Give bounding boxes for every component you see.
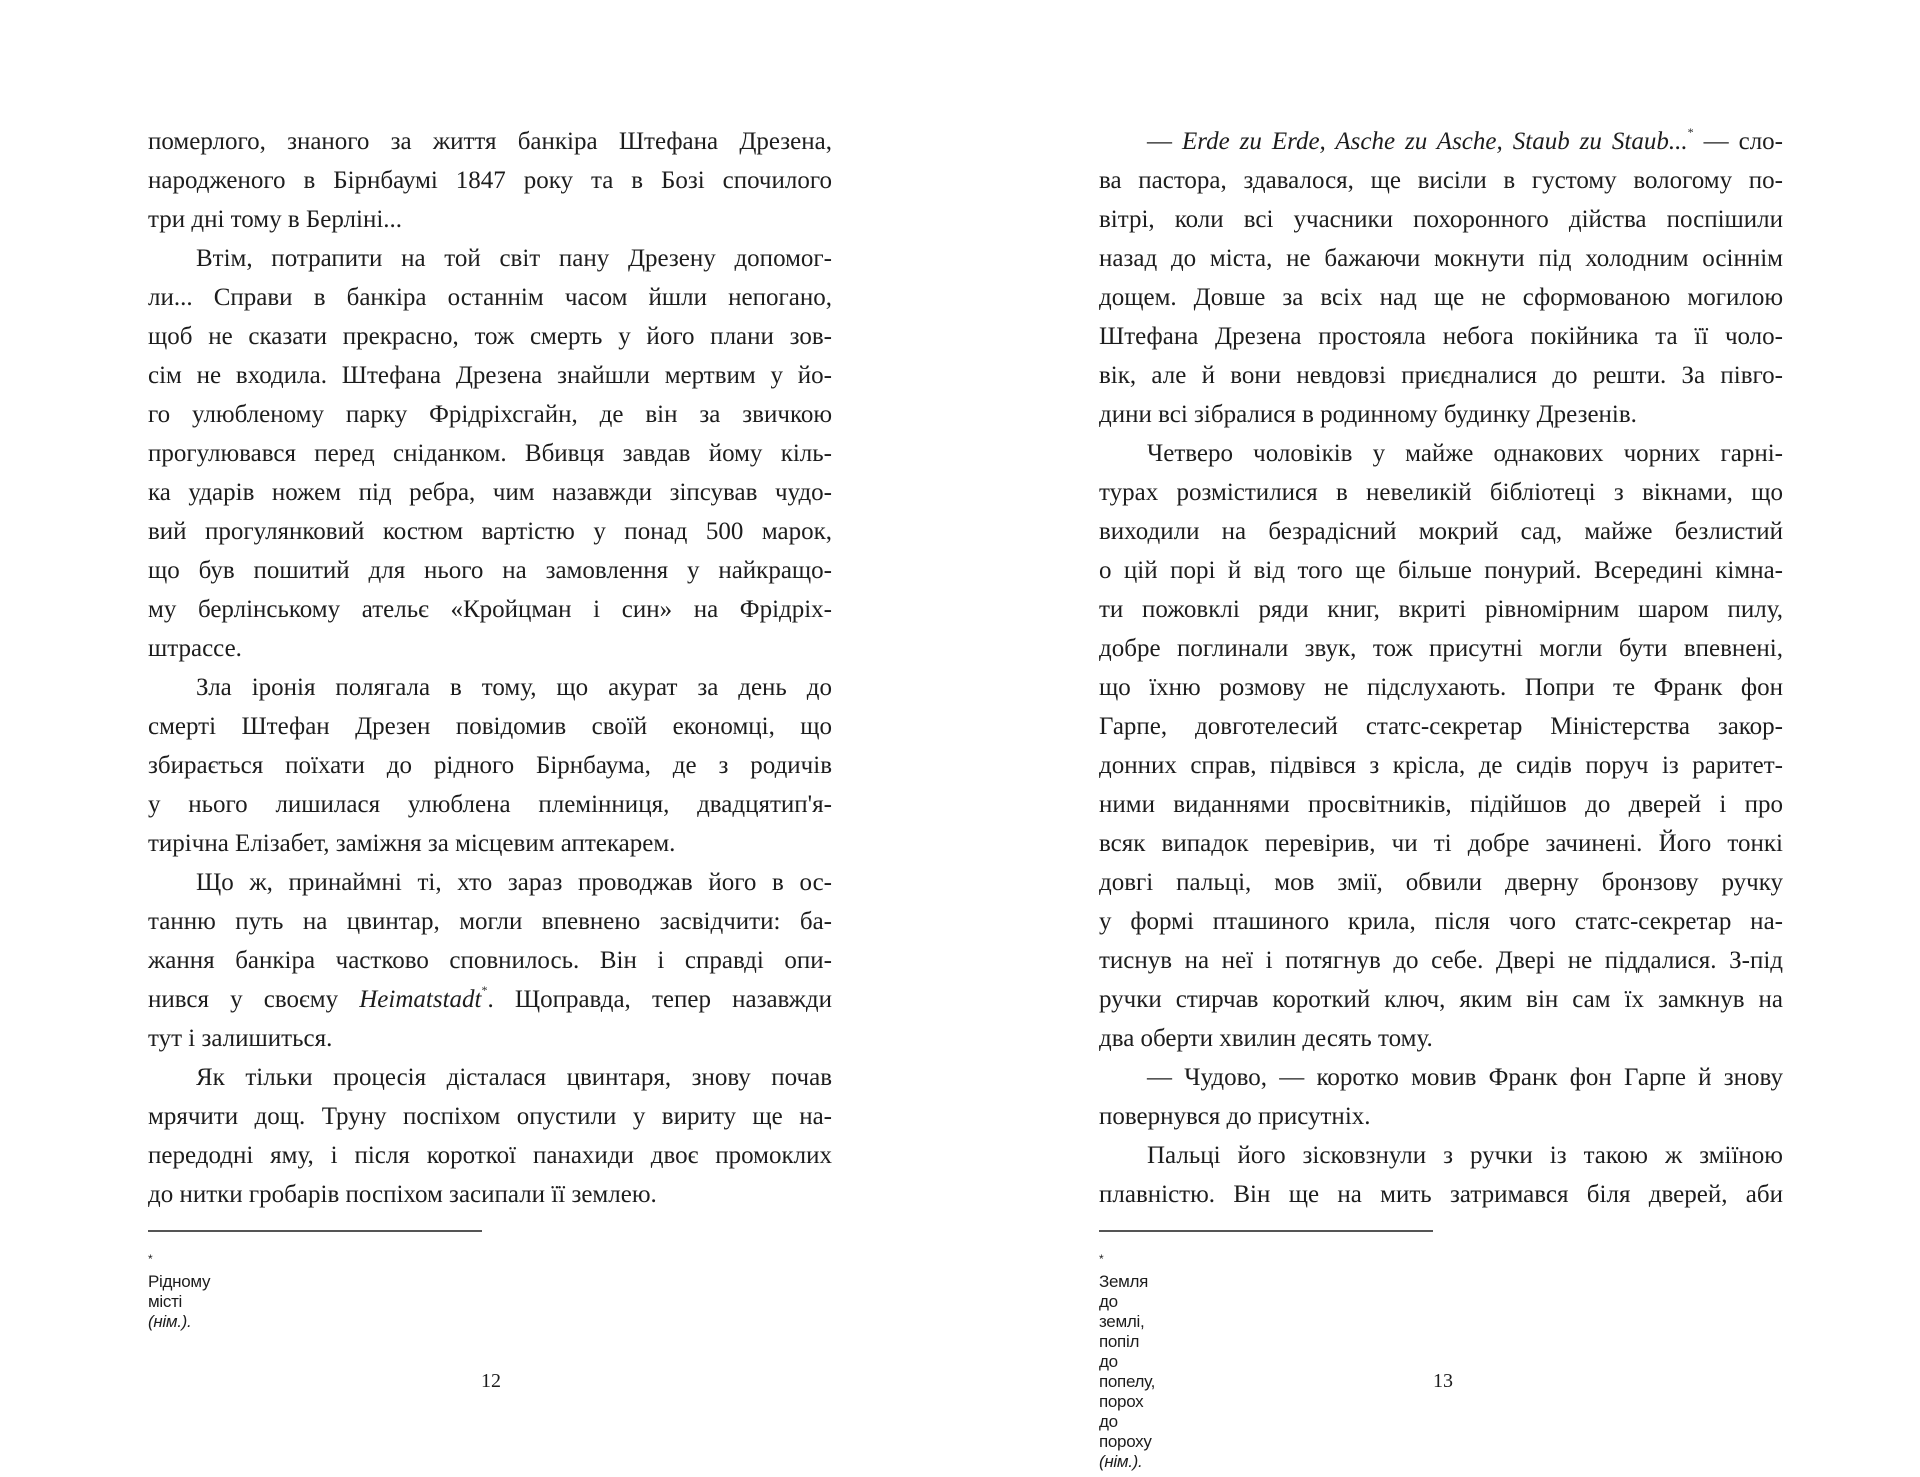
text-segment: тут і залишиться. (148, 1025, 333, 1052)
text-line (1099, 434, 1783, 473)
text-segment: три дні тому в Берліні... (148, 206, 403, 233)
text-line (1099, 317, 1783, 356)
text-line (148, 668, 832, 707)
text-segment: два оберти хвилин десять тому. (1099, 1025, 1433, 1052)
page-number: 12 (481, 1370, 501, 1392)
text-line (148, 863, 832, 902)
text-line (1099, 941, 1783, 980)
text-segment: — (1147, 128, 1182, 155)
text-segment: му берлінському ательє «Кройцман і син» на Фрідріх- (148, 596, 832, 623)
footnote-text: Земля до землі, попіл до попелу, порох до пороху (1099, 1272, 1156, 1451)
text-segment: Що ж, принаймні ті, хто зараз проводжав його в ос- (196, 869, 832, 896)
body-text (1099, 122, 1783, 1214)
text-segment: передодні яму, і після короткої панахиди двоє промоклих (148, 1142, 832, 1169)
text-segment: тирічна Елізабет, заміжня за місцевим аптекарем. (148, 830, 676, 857)
text-line (1099, 590, 1783, 629)
text-line (1099, 512, 1783, 551)
text-segment: турах розмістилися в невеликій бібліотеці з вікнами, що (1099, 479, 1783, 506)
text-line (1099, 707, 1783, 746)
text-line (1099, 1097, 1783, 1136)
text-segment: Пальці його зісковзнули з ручки із такою ж зміїною (1147, 1142, 1783, 1169)
text-segment: Гарпе, довготелесий статс-секретар Міністерства закор- (1099, 713, 1783, 740)
text-segment: що їхню розмову не підслухають. Попри те Франк фон (1099, 674, 1783, 701)
text-line (148, 161, 832, 200)
text-line (1099, 1058, 1783, 1097)
footnote (148, 1252, 210, 1332)
text-line (148, 278, 832, 317)
text-segment: жання банкіра частково сповнилось. Він і справді опи- (148, 947, 832, 974)
text-segment: Четверо чоловіків у майже однакових чорних гарні- (1147, 440, 1783, 467)
text-segment: померлого, знаного за життя банкіра Штефана Дрезена, (148, 128, 832, 155)
text-segment: смерті Штефан Дрезен повідомив своїй економці, що (148, 713, 832, 740)
footnote-mark: * (1099, 1252, 1104, 1266)
text-segment: Втім, потрапити на той світ пану Дрезену допомог- (196, 245, 832, 272)
text-segment: у формі пташиного крила, після чого статс-секретар на- (1099, 908, 1783, 935)
text-line (148, 356, 832, 395)
text-segment: виходили на безрадісний мокрий сад, майже безлистий (1099, 518, 1783, 545)
text-line (148, 434, 832, 473)
text-line (1099, 551, 1783, 590)
text-line (1099, 629, 1783, 668)
text-segment: Heimatstadt (359, 986, 482, 1013)
text-segment: штрассе. (148, 635, 242, 662)
footnote-note: (нім.). (1099, 1452, 1143, 1471)
text-line (148, 707, 832, 746)
text-line (148, 1136, 832, 1175)
text-segment: ли... Справи в банкіра останнім часом йшли непогано, (148, 284, 832, 311)
text-line (1099, 1019, 1783, 1058)
text-line (1099, 1136, 1783, 1175)
footnote-divider (1099, 1230, 1433, 1232)
text-line (148, 239, 832, 278)
text-segment: у нього лишилася улюблена племінниця, двадцятип'я- (148, 791, 832, 818)
text-segment: дощем. Довше за всіх над ще не сформованою могилою (1099, 284, 1783, 311)
text-segment: мрячити дощ. Труну поспіхом опустили у вириту ще на- (148, 1103, 832, 1130)
text-line (148, 122, 832, 161)
text-line (1099, 161, 1783, 200)
text-segment: сім не входила. Штефана Дрезена знайшли мертвим у йо- (148, 362, 832, 389)
text-segment: . Щоправда, тепер назавжди (487, 986, 833, 1013)
text-segment: вік, але й вони невдовзі приєдналися до решти. За півго- (1099, 362, 1783, 389)
text-line (148, 395, 832, 434)
footnote-ref: * (481, 983, 488, 997)
text-line (1099, 356, 1783, 395)
text-segment: до нитки гробарів поспіхом засипали її землею. (148, 1181, 657, 1208)
text-line (148, 902, 832, 941)
text-line (1099, 395, 1783, 434)
text-line (1099, 200, 1783, 239)
text-line (148, 512, 832, 551)
text-line (1099, 122, 1783, 161)
text-line (1099, 824, 1783, 863)
text-segment: нився у своєму (148, 986, 360, 1013)
text-line (148, 551, 832, 590)
text-line (148, 317, 832, 356)
text-segment: довгі пальці, мов змії, обвили дверну бронзову ручку (1099, 869, 1783, 896)
text-line (148, 590, 832, 629)
text-segment: танню путь на цвинтар, могли впевнено засвідчити: ба- (148, 908, 832, 935)
text-line (148, 629, 832, 668)
text-line (148, 941, 832, 980)
text-segment: добре поглинали звук, тож присутні могли бути впевнені, (1099, 635, 1783, 662)
text-segment: дини всі зібралися в родинному будинку Дрезенів. (1099, 401, 1637, 428)
footnote-text: Рідному місті (148, 1272, 211, 1311)
text-segment: що був пошитий для нього на замовлення у найкращо- (148, 557, 832, 584)
text-line (1099, 239, 1783, 278)
text-segment: збирається поїхати до рідного Бірнбаума, де з родичів (148, 752, 832, 779)
footnote-note: (нім.). (148, 1312, 192, 1331)
body-text (148, 122, 832, 1214)
text-segment: плавністю. Він ще на мить затримався біля дверей, аби (1099, 1181, 1783, 1208)
text-segment: ручки стирчав короткий ключ, яким він сам їх замкнув на (1099, 986, 1783, 1013)
text-line (1099, 902, 1783, 941)
text-segment: народженого в Бірнбаумі 1847 року та в Бозі спочилого (148, 167, 832, 194)
text-line (1099, 473, 1783, 512)
text-segment: повернувся до присутніх. (1099, 1103, 1371, 1130)
footnote-ref: * (1687, 125, 1694, 139)
text-line (1099, 746, 1783, 785)
text-line (1099, 1175, 1783, 1214)
text-segment: вітрі, коли всі учасники похоронного дійства поспішили (1099, 206, 1783, 233)
text-segment: вий прогулянковий костюм вартістю у понад 500 марок, (148, 518, 832, 545)
text-line (148, 746, 832, 785)
text-segment: Зла іронія полягала в тому, що акурат за день до (196, 674, 832, 701)
text-segment: назад до міста, не бажаючи мокнути під холодним осіннім (1099, 245, 1783, 272)
text-line (148, 980, 832, 1019)
text-line (1099, 785, 1783, 824)
text-line (148, 1019, 832, 1058)
text-segment: Штефана Дрезена простояла небога покійника та її чоло- (1099, 323, 1783, 350)
text-segment: ва пастора, здавалося, ще висіли в густому вологому по- (1099, 167, 1783, 194)
text-segment: Erde zu Erde, Asche zu Asche, Staub zu Staub... (1182, 128, 1688, 155)
text-line (148, 473, 832, 512)
text-line (148, 1058, 832, 1097)
text-segment: — сло- (1693, 128, 1783, 155)
text-segment: ними виданнями просвітників, підійшов до дверей і про (1099, 791, 1783, 818)
text-segment: Як тільки процесія дісталася цвинтаря, знову почав (196, 1064, 832, 1091)
footnote (1099, 1252, 1155, 1472)
text-segment: тиснув на неї і потягнув до себе. Двері не піддалися. З-під (1099, 947, 1783, 974)
text-line (148, 1097, 832, 1136)
page-number: 13 (1433, 1370, 1453, 1392)
text-line (1099, 980, 1783, 1019)
text-line (148, 1175, 832, 1214)
text-segment: ти пожовклі ряди книг, вкриті рівномірним шаром пилу, (1099, 596, 1783, 623)
text-segment: ка ударів ножем під ребра, чим назавжди зіпсував чудо- (148, 479, 832, 506)
text-line (148, 785, 832, 824)
text-line (1099, 668, 1783, 707)
text-segment: — Чудово, — коротко мовив Франк фон Гарпе й знову (1147, 1064, 1783, 1091)
text-line (148, 824, 832, 863)
text-line (148, 200, 832, 239)
text-segment: всяк випадок перевірив, чи ті добре зачинені. Його тонкі (1099, 830, 1783, 857)
text-segment: го улюбленому парку Фрідріхсгайн, де він за звичкою (148, 401, 832, 428)
footnote-divider (148, 1230, 482, 1232)
text-segment: о цій порі й від того ще більше понурий. Всередині кімна- (1099, 557, 1783, 584)
text-segment: донних справ, підвівся з крісла, де сидів поруч із раритет- (1099, 752, 1783, 779)
text-line (1099, 278, 1783, 317)
text-segment: прогулювався перед сніданком. Вбивця завдав йому кіль- (148, 440, 832, 467)
text-segment: щоб не сказати прекрасно, тож смерть у його плани зов- (148, 323, 832, 350)
footnote-mark: * (148, 1252, 153, 1266)
text-line (1099, 863, 1783, 902)
